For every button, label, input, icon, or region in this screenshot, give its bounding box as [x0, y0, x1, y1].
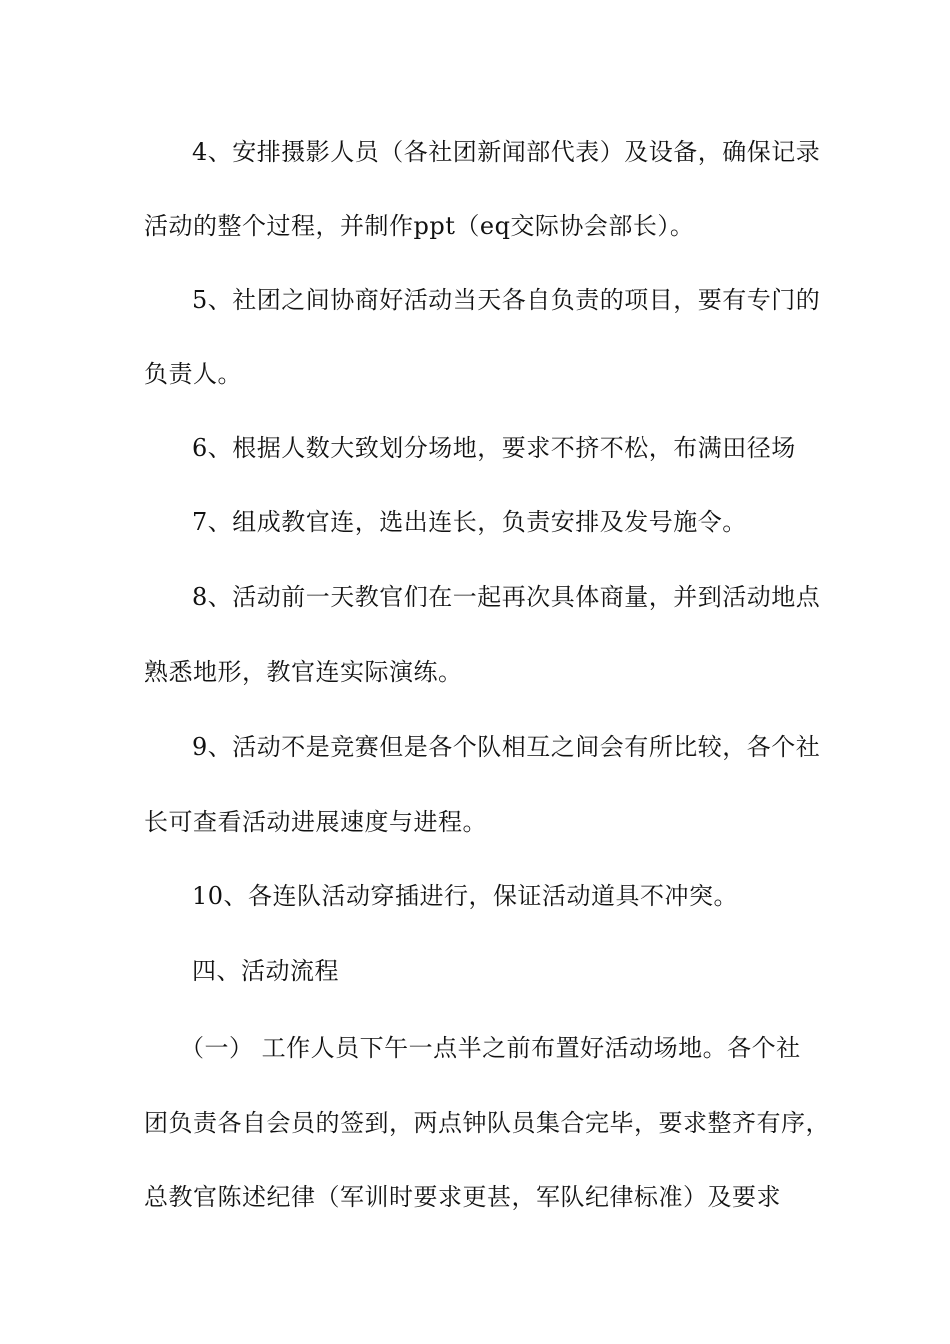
paragraph-line: 总教官陈述纪律（军训时要求更甚，军队纪律标准）及要求 — [144, 1183, 781, 1211]
paragraph-line: 负责人。 — [144, 360, 242, 388]
paragraph-line: 6、根据人数大致划分场地，要求不挤不松，布满田径场 — [192, 434, 796, 462]
paragraph-line: （一） 工作人员下午一点半之前布置好活动场地。各个社 — [180, 1034, 801, 1062]
paragraph-line: 5、社团之间协商好活动当天各自负责的项目，要有专门的 — [192, 286, 821, 314]
section-heading: 四、活动流程 — [192, 957, 339, 985]
paragraph-line: 10、各连队活动穿插进行，保证活动道具不冲突。 — [192, 882, 739, 910]
paragraph-line: 活动的整个过程，并制作ppt（eq交际协会部长）。 — [144, 212, 695, 240]
paragraph-line: 长可查看活动进展速度与进程。 — [144, 808, 487, 836]
paragraph-line: 7、组成教官连，选出连长，负责安排及发号施令。 — [192, 508, 747, 536]
paragraph-line: 9、活动不是竞赛但是各个队相互之间会有所比较，各个社 — [192, 733, 821, 761]
paragraph-line: 团负责各自会员的签到，两点钟队员集合完毕，要求整齐有序， — [144, 1109, 830, 1137]
paragraph-line: 熟悉地形，教官连实际演练。 — [144, 658, 463, 686]
paragraph-line: 8、活动前一天教官们在一起再次具体商量，并到活动地点 — [192, 583, 821, 611]
paragraph-line: 4、安排摄影人员（各社团新闻部代表）及设备，确保记录 — [192, 138, 821, 166]
